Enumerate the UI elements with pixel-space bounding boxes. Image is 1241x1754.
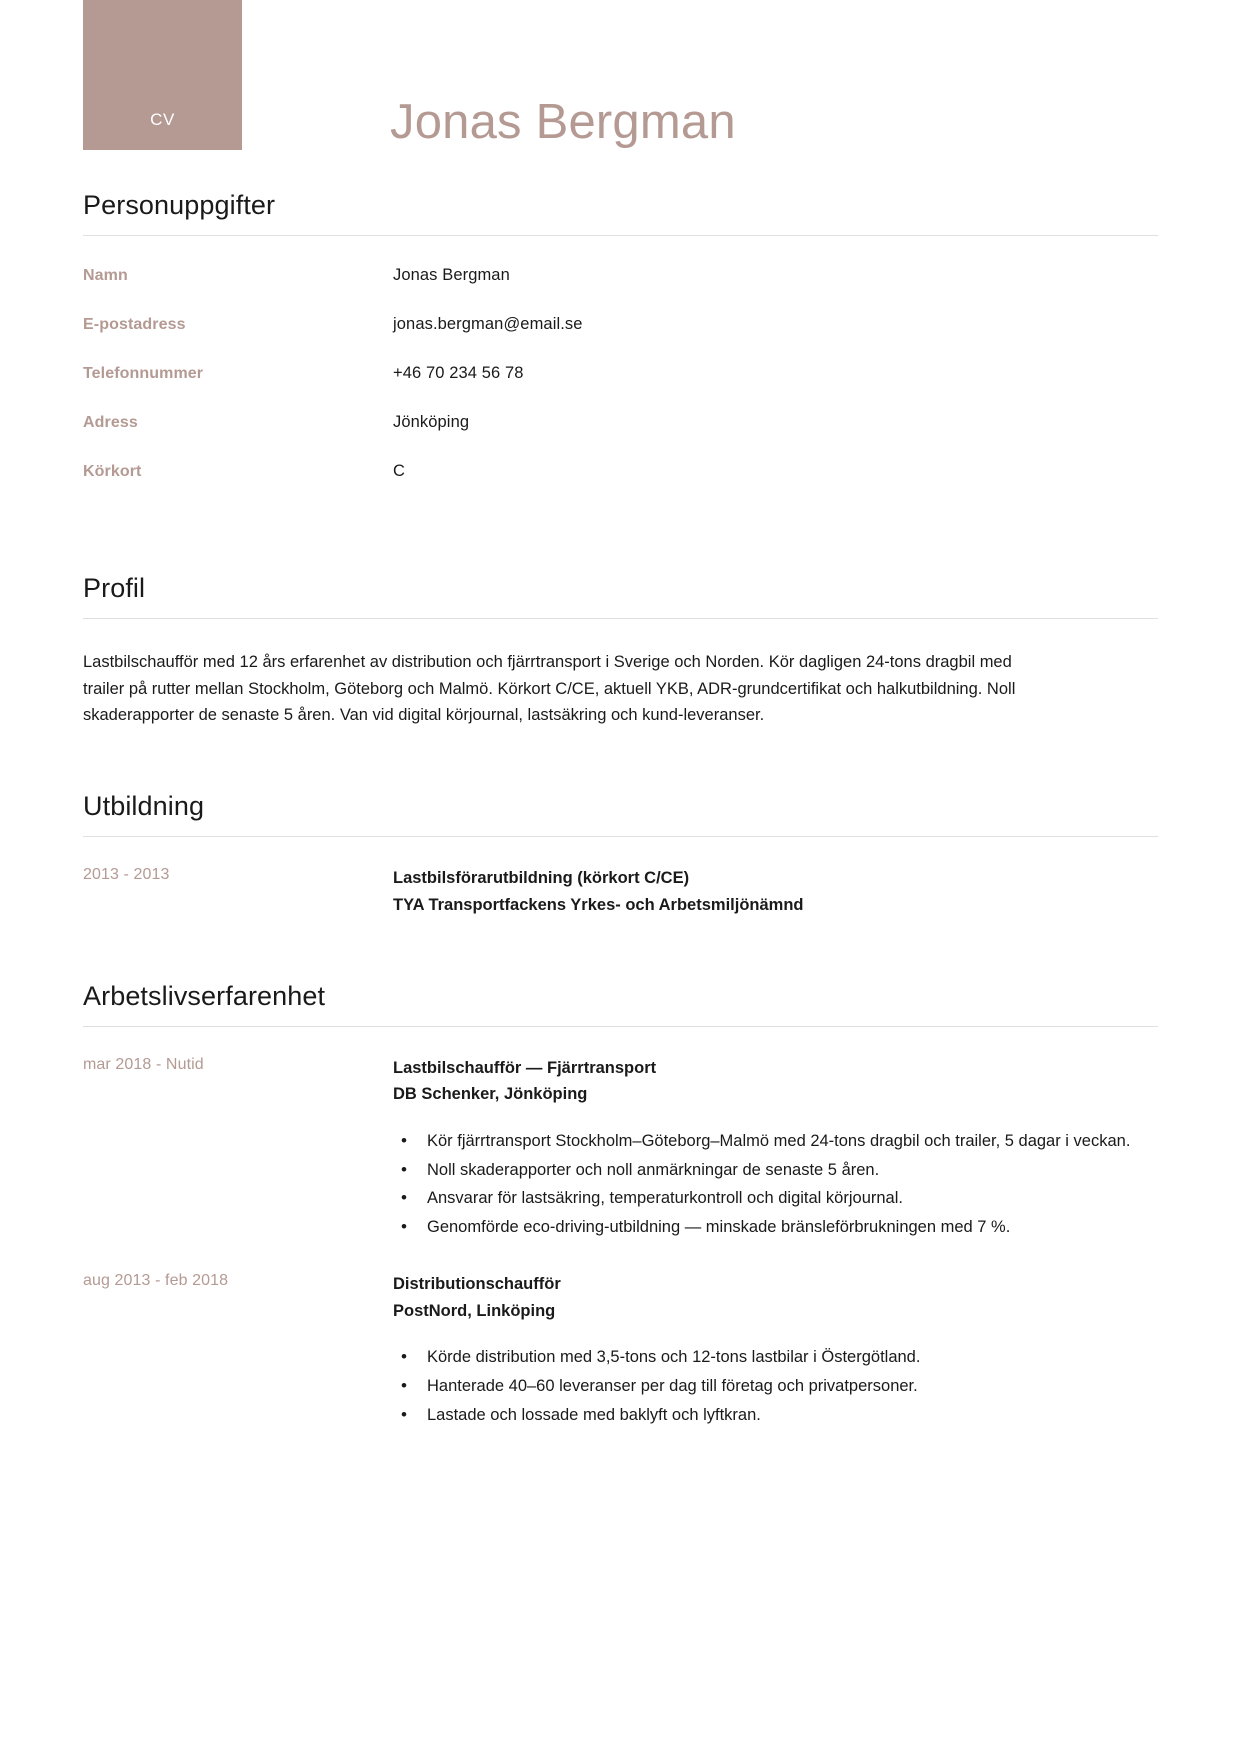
section-profil [83, 573, 1158, 729]
education-entry [83, 837, 1158, 918]
section-title-personuppgifter: Personuppgifter [83, 190, 276, 220]
personal-detail-row [83, 364, 1158, 413]
experience-entry-bullets [393, 1128, 1158, 1241]
cv-badge-label: CV [150, 110, 175, 129]
personal-details-list [83, 236, 1158, 511]
cv-badge [83, 0, 242, 150]
list-item: • Lastade och lossade med baklyft och lyftkran. [393, 1402, 1158, 1429]
personal-detail-label: E-postadress [83, 316, 186, 333]
spacer [83, 919, 1158, 981]
list-item: • Körde distribution med 3,5-tons och 12-tons lastbilar i Östergötland. [393, 1344, 1158, 1371]
experience-entry [83, 1243, 1158, 1431]
page-title: Jonas Bergman [390, 95, 736, 149]
experience-entry-bullets [393, 1344, 1158, 1428]
experience-entry-body [393, 1055, 1158, 1243]
list-item: • Noll skaderapporter och noll anmärkningar de senaste 5 åren. [393, 1157, 1158, 1184]
list-item: • Ansvarar för lastsäkring, temperaturkontroll och digital körjournal. [393, 1185, 1158, 1212]
personal-detail-value: C [393, 462, 406, 480]
experience-entry-body [393, 1271, 1158, 1431]
education-entry-body [393, 865, 1158, 918]
personal-detail-row [83, 462, 1158, 511]
personal-detail-value: Jönköping [393, 413, 470, 431]
personal-detail-row [83, 413, 1158, 462]
cv-content [0, 190, 1241, 1431]
spacer [83, 729, 1158, 791]
list-item: • Hanterade 40–60 leveranser per dag till företag och privatpersoner. [393, 1373, 1158, 1400]
personal-detail-label: Körkort [83, 463, 142, 480]
personal-detail-value: Jonas Bergman [393, 266, 510, 284]
profile-text: Lastbilschaufför med 12 års erfarenhet av distribution och fjärrtransport i Sverige och Norden. Kör dagligen 24-tons dragbil med trailer på rutter mellan Stockholm, Göteborg och Malmö. Körkort C/CE, aktuell YKB, ADR-grundcertifikat och halkutbildning. Noll skaderapporter de senaste 5 åren. Van vid digital körjournal, lastsäkring och kund-leveranser. [83, 653, 1016, 725]
spacer [83, 511, 1158, 573]
list-item: • Genomförde eco-driving-utbildning — minskade bränsleförbrukningen med 7 %. [393, 1214, 1158, 1241]
experience-entry-date: aug 2013 - feb 2018 [83, 1271, 229, 1289]
education-entry-date: 2013 - 2013 [83, 866, 170, 884]
section-arbetslivserfarenhet [83, 981, 1158, 1431]
section-title-utbildning: Utbildning [83, 791, 205, 822]
personal-detail-label: Telefonnummer [83, 365, 204, 382]
section-title-profil: Profil [83, 573, 146, 603]
experience-entry-title: Distributionschaufför [393, 1274, 561, 1293]
education-entry-org: TYA Transportfackens Yrkes- och Arbetsmiljönämnd [393, 895, 804, 914]
personal-detail-row [83, 315, 1158, 364]
experience-entry-org: DB Schenker, Jönköping [393, 1085, 588, 1104]
personal-detail-value: +46 70 234 56 78 [393, 364, 524, 382]
experience-entry [83, 1027, 1158, 1243]
education-entry-title: Lastbilsförarutbildning (körkort C/CE) [393, 869, 690, 888]
cv-header [0, 0, 1241, 190]
section-personuppgifter [83, 190, 1158, 511]
personal-detail-value: jonas.bergman@email.se [393, 315, 583, 333]
section-utbildning [83, 791, 1158, 918]
personal-detail-label: Adress [83, 414, 138, 431]
personal-detail-row [83, 266, 1158, 315]
personal-detail-label: Namn [83, 267, 128, 284]
experience-entry-date: mar 2018 - Nutid [83, 1055, 204, 1073]
section-title-arbetslivserfarenhet: Arbetslivserfarenhet [83, 980, 326, 1011]
list-item: • Kör fjärrtransport Stockholm–Göteborg–Malmö med 24-tons dragbil och trailer, 5 dagar i veckan. [393, 1128, 1158, 1155]
experience-entry-title: Lastbilschaufför — Fjärrtransport [393, 1058, 657, 1077]
experience-entry-org: PostNord, Linköping [393, 1301, 556, 1320]
